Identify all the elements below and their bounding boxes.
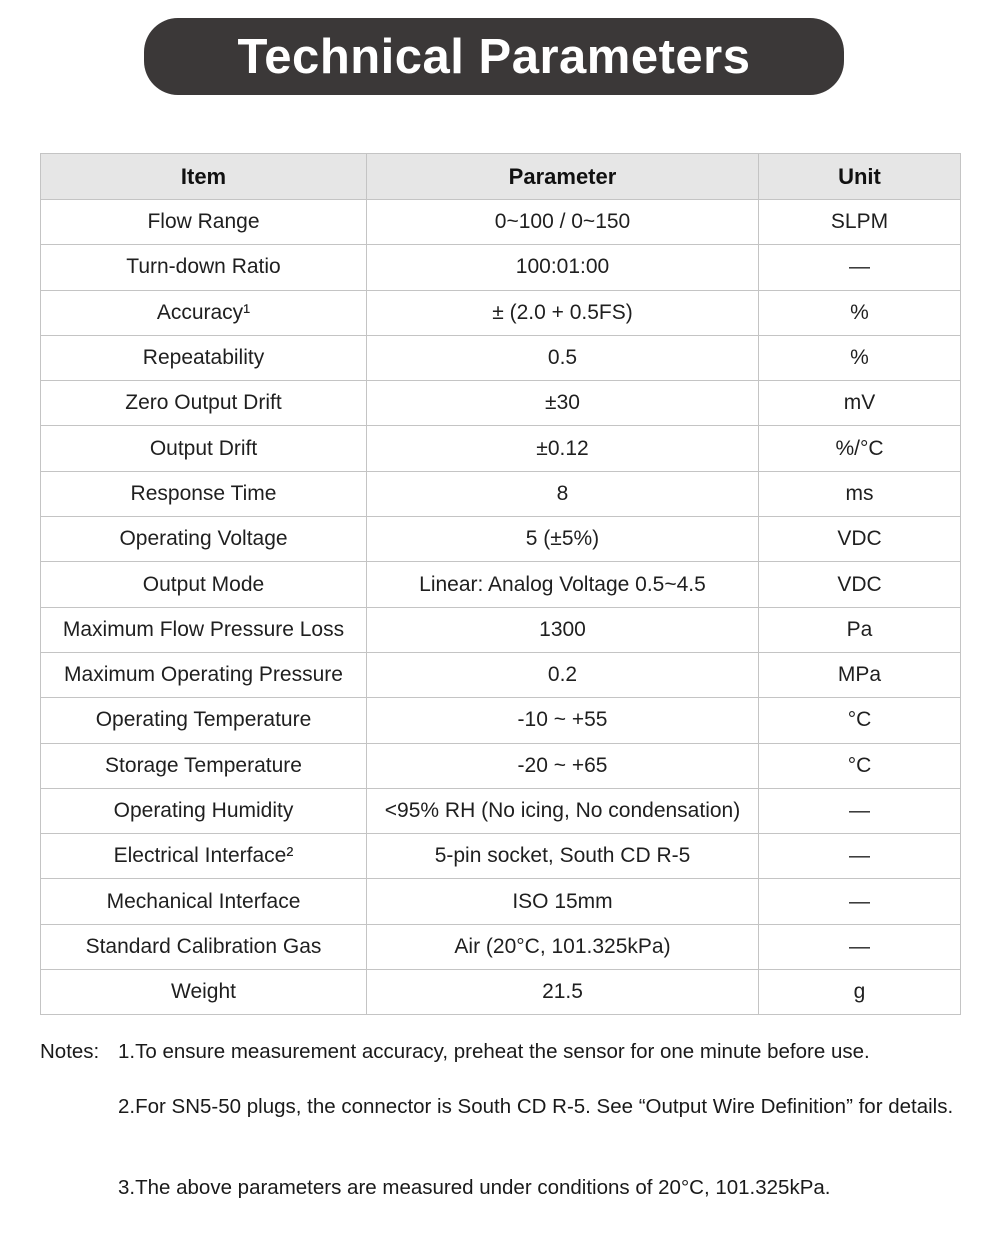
table-row — [41, 698, 961, 743]
cell-unit: % — [759, 290, 961, 335]
table-row — [41, 517, 961, 562]
column-header-unit: Unit — [759, 154, 961, 200]
column-header-parameter: Parameter — [367, 154, 759, 200]
cell-unit: — — [759, 834, 961, 879]
cell-item: Mechanical Interface — [41, 879, 367, 924]
cell-unit: mV — [759, 381, 961, 426]
cell-parameter: -10 ~ +55 — [367, 698, 759, 743]
cell-parameter: 21.5 — [367, 970, 759, 1015]
cell-unit: g — [759, 970, 961, 1015]
table-row — [41, 471, 961, 516]
cell-item: Operating Voltage — [41, 517, 367, 562]
cell-unit: ms — [759, 471, 961, 516]
parameters-table — [40, 153, 961, 1015]
table-row — [41, 245, 961, 290]
table-row — [41, 652, 961, 697]
table-row — [41, 924, 961, 969]
table-row — [41, 335, 961, 380]
cell-item: Repeatability — [41, 335, 367, 380]
cell-unit: VDC — [759, 517, 961, 562]
cell-item: Flow Range — [41, 200, 367, 245]
cell-item: Response Time — [41, 471, 367, 516]
cell-parameter: Linear: Analog Voltage 0.5~4.5 — [367, 562, 759, 607]
note-item-3: 3.The above parameters are measured under conditions of 20°C, 101.325kPa. — [118, 1176, 831, 1199]
cell-item: Zero Output Drift — [41, 381, 367, 426]
cell-parameter: 5-pin socket, South CD R-5 — [367, 834, 759, 879]
cell-item: Maximum Operating Pressure — [41, 652, 367, 697]
table-header-row — [41, 154, 961, 200]
note-item-2: 2.For SN5-50 plugs, the connector is South CD R-5. See “Output Wire Definition” for details. — [118, 1095, 954, 1118]
cell-unit: °C — [759, 698, 961, 743]
cell-item: Operating Humidity — [41, 788, 367, 833]
cell-item: Maximum Flow Pressure Loss — [41, 607, 367, 652]
table-row — [41, 562, 961, 607]
notes-label: Notes: — [40, 1040, 100, 1063]
cell-parameter: 0~100 / 0~150 — [367, 200, 759, 245]
cell-unit: — — [759, 879, 961, 924]
cell-parameter: ±0.12 — [367, 426, 759, 471]
cell-unit: % — [759, 335, 961, 380]
cell-item: Standard Calibration Gas — [41, 924, 367, 969]
cell-parameter: Air (20°C, 101.325kPa) — [367, 924, 759, 969]
table-row — [41, 200, 961, 245]
title-banner — [144, 18, 844, 95]
cell-unit: °C — [759, 743, 961, 788]
cell-parameter: ± (2.0 + 0.5FS) — [367, 290, 759, 335]
cell-parameter: 5 (±5%) — [367, 517, 759, 562]
cell-unit: — — [759, 245, 961, 290]
cell-parameter: 100:01:00 — [367, 245, 759, 290]
cell-parameter: 8 — [367, 471, 759, 516]
table-row — [41, 607, 961, 652]
cell-parameter: ISO 15mm — [367, 879, 759, 924]
cell-unit: SLPM — [759, 200, 961, 245]
cell-unit: %/°C — [759, 426, 961, 471]
cell-parameter: <95% RH (No icing, No condensation) — [367, 788, 759, 833]
cell-unit: VDC — [759, 562, 961, 607]
table-row — [41, 879, 961, 924]
cell-parameter: 0.5 — [367, 335, 759, 380]
cell-item: Storage Temperature — [41, 743, 367, 788]
note-item-1: 1.To ensure measurement accuracy, preheat the sensor for one minute before use. — [118, 1040, 870, 1063]
cell-item: Weight — [41, 970, 367, 1015]
table-row — [41, 381, 961, 426]
cell-parameter: 1300 — [367, 607, 759, 652]
cell-parameter: 0.2 — [367, 652, 759, 697]
table-row — [41, 788, 961, 833]
cell-unit: — — [759, 924, 961, 969]
table-row — [41, 743, 961, 788]
cell-item: Output Mode — [41, 562, 367, 607]
table-row — [41, 290, 961, 335]
table-row — [41, 834, 961, 879]
cell-item: Electrical Interface² — [41, 834, 367, 879]
cell-unit: — — [759, 788, 961, 833]
page-title: Technical Parameters — [237, 29, 751, 84]
cell-parameter: ±30 — [367, 381, 759, 426]
cell-item: Operating Temperature — [41, 698, 367, 743]
cell-item: Output Drift — [41, 426, 367, 471]
column-header-item: Item — [41, 154, 367, 200]
cell-unit: Pa — [759, 607, 961, 652]
cell-unit: MPa — [759, 652, 961, 697]
cell-item: Turn-down Ratio — [41, 245, 367, 290]
table-row — [41, 426, 961, 471]
table-row — [41, 970, 961, 1015]
cell-item: Accuracy¹ — [41, 290, 367, 335]
cell-parameter: -20 ~ +65 — [367, 743, 759, 788]
